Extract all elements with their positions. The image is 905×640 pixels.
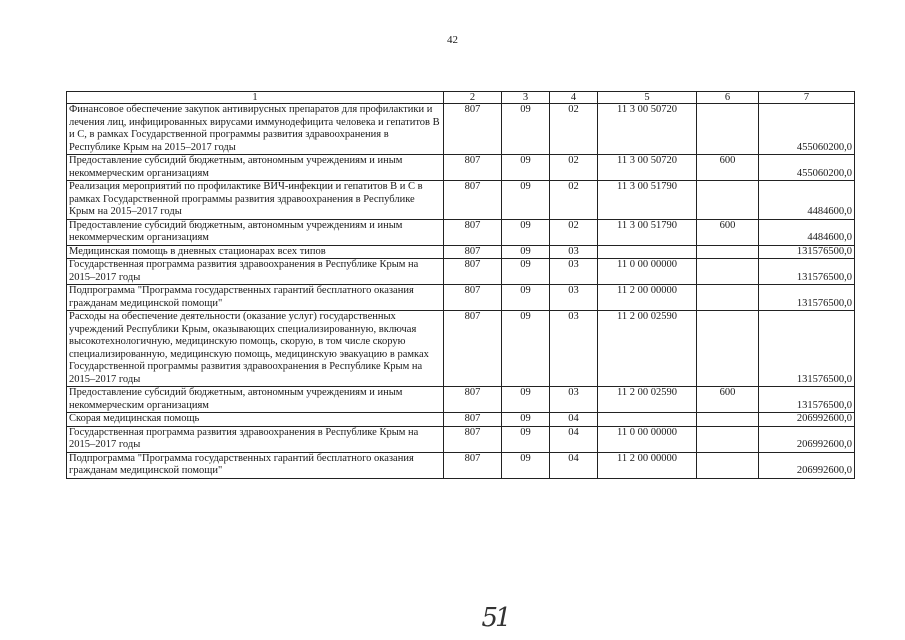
code-section-cell: 09 [502, 311, 550, 387]
column-header: 5 [598, 92, 697, 104]
code-expense-type-cell [697, 413, 759, 427]
code-admin-cell: 807 [444, 413, 502, 427]
row-name-cell: Финансовое обеспечение закупок антивирусных препаратов для профилактики и лечения лиц, инфицированных вирусами иммунодефицита человека и гепатитов В и С, в рамках Государственной программы развития здравоохранения в Республике Крым на 2015–2017 годы [67, 104, 444, 155]
code-target-item-cell [598, 413, 697, 427]
code-expense-type-cell: 600 [697, 387, 759, 413]
amount-cell: 131576500,0 [759, 285, 855, 311]
amount-cell: 131576500,0 [759, 245, 855, 259]
handwritten-page-mark: 51 [481, 603, 509, 633]
code-subsection-cell: 03 [550, 285, 598, 311]
code-admin-cell: 807 [444, 219, 502, 245]
code-subsection-cell: 02 [550, 104, 598, 155]
amount-cell: 206992600,0 [759, 426, 855, 452]
table-row [67, 219, 855, 245]
header-row [67, 92, 855, 104]
code-section-cell: 09 [502, 413, 550, 427]
code-section-cell: 09 [502, 426, 550, 452]
code-target-item-cell: 11 2 00 02590 [598, 387, 697, 413]
code-subsection-cell: 04 [550, 413, 598, 427]
code-admin-cell: 807 [444, 426, 502, 452]
code-section-cell: 09 [502, 104, 550, 155]
table-row [67, 181, 855, 220]
amount-cell: 131576500,0 [759, 311, 855, 387]
amount-cell: 206992600,0 [759, 413, 855, 427]
row-name-cell: Государственная программа развития здравоохранения в Республике Крым на 2015–2017 годы [67, 259, 444, 285]
code-section-cell: 09 [502, 219, 550, 245]
code-section-cell: 09 [502, 452, 550, 478]
code-admin-cell: 807 [444, 285, 502, 311]
code-section-cell: 09 [502, 181, 550, 220]
code-expense-type-cell [697, 452, 759, 478]
code-target-item-cell: 11 3 00 51790 [598, 181, 697, 220]
code-section-cell: 09 [502, 387, 550, 413]
row-name-cell: Медицинская помощь в дневных стационарах всех типов [67, 245, 444, 259]
row-name-cell: Предоставление субсидий бюджетным, автономным учреждениям и иным некоммерческим организациям [67, 387, 444, 413]
code-target-item-cell: 11 2 00 02590 [598, 311, 697, 387]
code-subsection-cell: 03 [550, 259, 598, 285]
row-name-cell: Подпрограмма "Программа государственных гарантий бесплатного оказания гражданам медицинской помощи" [67, 285, 444, 311]
code-target-item-cell [598, 245, 697, 259]
column-header: 3 [502, 92, 550, 104]
code-subsection-cell: 02 [550, 155, 598, 181]
code-admin-cell: 807 [444, 452, 502, 478]
table-row [67, 285, 855, 311]
row-name-cell: Реализация мероприятий по профилактике ВИЧ-инфекции и гепатитов В и С в рамках Государственной программы развития здравоохранения в Республике Крым на 2015–2017 годы [67, 181, 444, 220]
code-subsection-cell: 02 [550, 181, 598, 220]
budget-table [66, 91, 855, 479]
amount-cell: 131576500,0 [759, 259, 855, 285]
code-admin-cell: 807 [444, 387, 502, 413]
column-header: 6 [697, 92, 759, 104]
code-expense-type-cell [697, 285, 759, 311]
code-admin-cell: 807 [444, 155, 502, 181]
code-subsection-cell: 04 [550, 426, 598, 452]
code-admin-cell: 807 [444, 181, 502, 220]
page-number: 42 [447, 34, 458, 46]
row-name-cell: Предоставление субсидий бюджетным, автономным учреждениям и иным некоммерческим организациям [67, 219, 444, 245]
row-name-cell: Предоставление субсидий бюджетным, автономным учреждениям и иным некоммерческим организациям [67, 155, 444, 181]
row-name-cell: Расходы на обеспечение деятельности (оказание услуг) государственных учреждений Республики Крым, оказывающих специализированную, включая высокотехнологичную, медицинскую помощь, скорую, в том числе скорую специализированную, медицинскую помощь, медицинскую эвакуацию в рамках Государственной программы развития здравоохранения в Республике Крым на 2015–2017 годы [67, 311, 444, 387]
code-target-item-cell: 11 3 00 51790 [598, 219, 697, 245]
row-name-cell: Подпрограмма "Программа государственных гарантий бесплатного оказания гражданам медицинской помощи" [67, 452, 444, 478]
code-expense-type-cell [697, 245, 759, 259]
table-row [67, 426, 855, 452]
code-subsection-cell: 03 [550, 245, 598, 259]
amount-cell: 455060200,0 [759, 104, 855, 155]
table-row [67, 413, 855, 427]
code-expense-type-cell [697, 181, 759, 220]
code-admin-cell: 807 [444, 259, 502, 285]
code-target-item-cell: 11 3 00 50720 [598, 155, 697, 181]
code-expense-type-cell: 600 [697, 155, 759, 181]
amount-cell: 4484600,0 [759, 181, 855, 220]
column-header: 4 [550, 92, 598, 104]
column-header: 1 [67, 92, 444, 104]
code-expense-type-cell: 600 [697, 219, 759, 245]
code-admin-cell: 807 [444, 104, 502, 155]
code-admin-cell: 807 [444, 311, 502, 387]
amount-cell: 4484600,0 [759, 219, 855, 245]
code-expense-type-cell [697, 104, 759, 155]
code-target-item-cell: 11 3 00 50720 [598, 104, 697, 155]
row-name-cell: Скорая медицинская помощь [67, 413, 444, 427]
code-section-cell: 09 [502, 285, 550, 311]
code-subsection-cell: 04 [550, 452, 598, 478]
row-name-cell: Государственная программа развития здравоохранения в Республике Крым на 2015–2017 годы [67, 426, 444, 452]
code-subsection-cell: 02 [550, 219, 598, 245]
table-row [67, 387, 855, 413]
table-row [67, 245, 855, 259]
code-target-item-cell: 11 2 00 00000 [598, 452, 697, 478]
code-section-cell: 09 [502, 245, 550, 259]
code-expense-type-cell [697, 311, 759, 387]
code-subsection-cell: 03 [550, 311, 598, 387]
code-target-item-cell: 11 2 00 00000 [598, 285, 697, 311]
table-row [67, 452, 855, 478]
code-subsection-cell: 03 [550, 387, 598, 413]
code-section-cell: 09 [502, 155, 550, 181]
amount-cell: 206992600,0 [759, 452, 855, 478]
table-row [67, 155, 855, 181]
table-row [67, 311, 855, 387]
code-admin-cell: 807 [444, 245, 502, 259]
code-target-item-cell: 11 0 00 00000 [598, 259, 697, 285]
table-row [67, 259, 855, 285]
column-header: 2 [444, 92, 502, 104]
code-expense-type-cell [697, 259, 759, 285]
amount-cell: 455060200,0 [759, 155, 855, 181]
code-target-item-cell: 11 0 00 00000 [598, 426, 697, 452]
table-row [67, 104, 855, 155]
code-section-cell: 09 [502, 259, 550, 285]
amount-cell: 131576500,0 [759, 387, 855, 413]
column-header: 7 [759, 92, 855, 104]
code-expense-type-cell [697, 426, 759, 452]
